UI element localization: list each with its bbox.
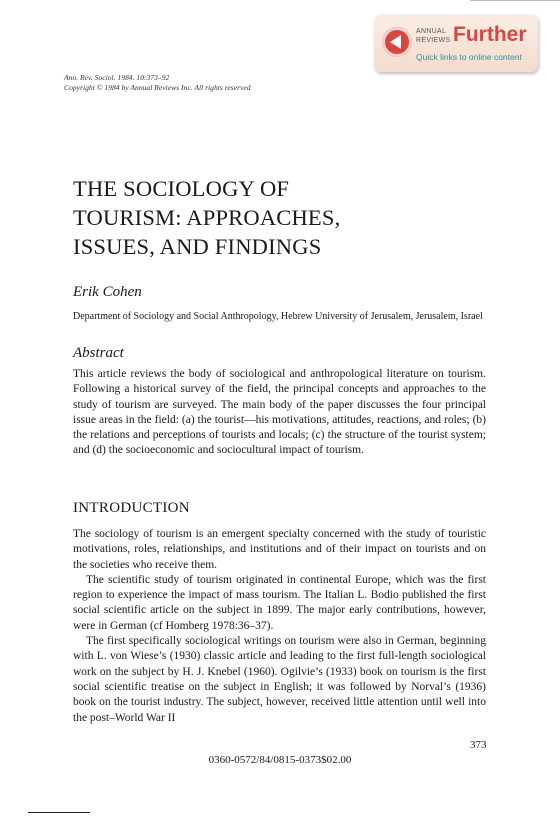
- citation-line-2: Copyright © 1984 by Annual Reviews Inc. All rights reserved: [64, 83, 251, 92]
- title-line-2: TOURISM: APPROACHES,: [73, 205, 341, 230]
- abstract-heading: Abstract: [73, 345, 124, 361]
- document-code: 0360-0572/84/0815-0373$02.00: [208, 754, 352, 766]
- badge-annual-label: ANNUAL: [416, 28, 447, 35]
- paragraph: The sociology of tourism is an emergent specialty concerned with the study of touristic motivations, roles, relationships, and institutions and of their impact on tourists and on the societies who receive them.: [73, 528, 486, 571]
- paragraph: The first specifically sociological writings on tourism were also in German, beginning with L. von Wiese’s (1930) classic article and leading to the first full-length sociological work on the subject by H. J. Knebel (1960). Ogilvie’s (1933) book on tourism is the first social scientific treatise on the subject in English; it was followed by Norval’s (1936) book on the tourist industry. The subject, however, received little attention until well into the post–World War II: [73, 635, 486, 724]
- badge-further-label: Further: [453, 23, 527, 46]
- play-back-icon: [382, 27, 412, 57]
- introduction-body: [73, 527, 486, 726]
- author-name: Erik Cohen: [73, 284, 142, 300]
- page-number: 373: [470, 739, 487, 751]
- article-title: [73, 174, 503, 261]
- citation-line-1: Ann. Rev. Sociol. 1984. 10:373–92: [64, 73, 170, 82]
- author-affiliation: Department of Sociology and Social Anthropology, Hebrew University of Jerusalem, Jerusalem, Israel: [73, 311, 483, 322]
- annual-reviews-further-badge[interactable]: [374, 14, 538, 72]
- title-line-1: THE SOCIOLOGY OF: [73, 176, 290, 201]
- bottom-rule: [28, 812, 90, 813]
- badge-reviews-label: REVIEWS: [416, 37, 451, 44]
- introduction-heading: INTRODUCTION: [73, 500, 190, 516]
- top-rule: [470, 0, 560, 1]
- badge-tagline: Quick links to online content: [416, 52, 522, 62]
- abstract-text: This article reviews the body of sociological and anthropological literature on tourism. Following a historical survey of the field, the principal concepts and approaches to the study of tourism are surveyed. The main body of the paper discusses the four principal issue areas in the field: (a) the tourist—his motivations, attitudes, reactions, and roles; (b) the relations and perceptions of tourists and locals; (c) the structure of the tourist system; and (d) the socioeconomic and sociocultural impact of tourism.: [73, 368, 486, 457]
- title-line-3: ISSUES, AND FINDINGS: [73, 234, 322, 259]
- paragraph: The scientific study of tourism originated in continental Europe, which was the first region to experience the impact of mass tourism. The Italian L. Bodio published the first social scientific article on the subject in 1899. The major early contributions, however, were in German (cf Homberg 1978:36–37).: [73, 573, 486, 632]
